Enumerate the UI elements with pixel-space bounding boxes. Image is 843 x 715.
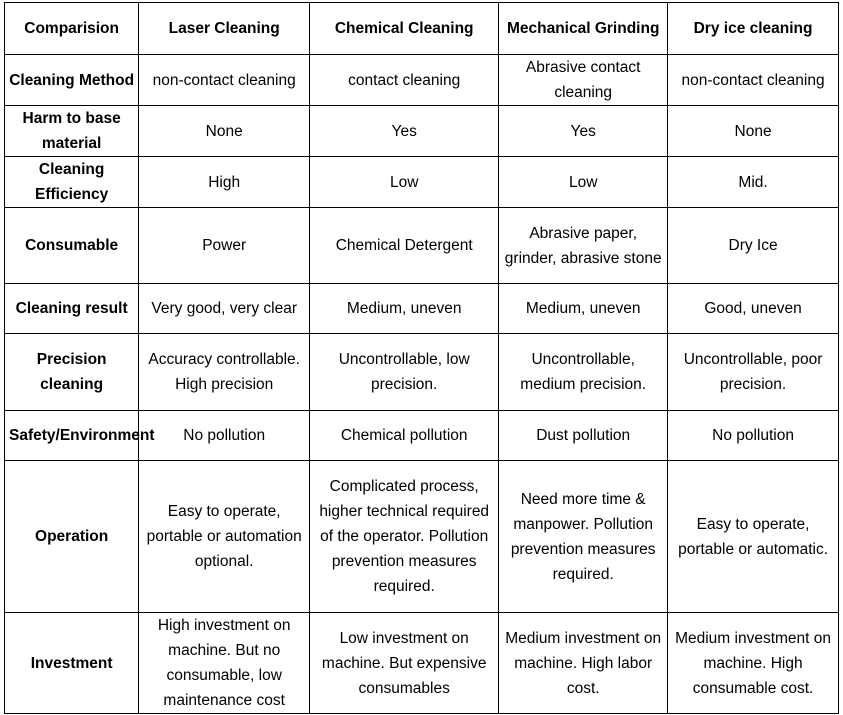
table-cell: Medium, uneven: [310, 284, 499, 334]
table-cell: Medium investment on machine. High labor cost.: [499, 613, 668, 714]
table-cell: Medium investment on machine. High consumable cost.: [668, 613, 839, 714]
comparison-table: [4, 2, 839, 714]
row-label: Precision cleaning: [5, 334, 139, 411]
table-cell: Low investment on machine. But expensive consumables: [310, 613, 499, 714]
table-cell: Uncontrollable, low precision.: [310, 334, 499, 411]
table-cell: Yes: [499, 106, 668, 157]
table-cell: Very good, very clear: [139, 284, 310, 334]
table-cell: Uncontrollable, medium precision.: [499, 334, 668, 411]
table-cell: Need more time & manpower. Pollution prevention measures required.: [499, 461, 668, 613]
table-cell: non-contact cleaning: [668, 55, 839, 106]
table-row: [5, 613, 839, 714]
table-row: [5, 55, 839, 106]
header-row: [5, 3, 839, 55]
table-cell: Dust pollution: [499, 411, 668, 461]
table-cell: Mid.: [668, 157, 839, 208]
table-cell: Uncontrollable, poor precision.: [668, 334, 839, 411]
table-row: [5, 411, 839, 461]
row-label: Consumable: [5, 208, 139, 284]
table-cell: None: [139, 106, 310, 157]
table-cell: No pollution: [139, 411, 310, 461]
row-label: Cleaning Method: [5, 55, 139, 106]
table-cell: Accuracy controllable. High precision: [139, 334, 310, 411]
header-cell-mechanical-grinding: Mechanical Grinding: [499, 3, 668, 55]
table-cell: High: [139, 157, 310, 208]
table-cell: contact cleaning: [310, 55, 499, 106]
table-cell: Easy to operate, portable or automatic.: [668, 461, 839, 613]
table-cell: Power: [139, 208, 310, 284]
row-label: Safety/Environment: [5, 411, 139, 461]
table-row: [5, 334, 839, 411]
header-cell-comparison: Comparision: [5, 3, 139, 55]
table-cell: Low: [499, 157, 668, 208]
table-cell: Complicated process, higher technical required of the operator. Pollution prevention measures required.: [310, 461, 499, 613]
table-cell: Easy to operate, portable or automation optional.: [139, 461, 310, 613]
row-label: Operation: [5, 461, 139, 613]
table-cell: Abrasive contact cleaning: [499, 55, 668, 106]
row-label: Cleaning result: [5, 284, 139, 334]
table-cell: Chemical Detergent: [310, 208, 499, 284]
header-cell-laser-cleaning: Laser Cleaning: [139, 3, 310, 55]
table-row: [5, 284, 839, 334]
header-cell-dry-ice-cleaning: Dry ice cleaning: [668, 3, 839, 55]
table-row: [5, 208, 839, 284]
row-label: Cleaning Efficiency: [5, 157, 139, 208]
row-label: Harm to base material: [5, 106, 139, 157]
table-cell: High investment on machine. But no consumable, low maintenance cost: [139, 613, 310, 714]
table-cell: Low: [310, 157, 499, 208]
table-cell: Chemical pollution: [310, 411, 499, 461]
header-cell-chemical-cleaning: Chemical Cleaning: [310, 3, 499, 55]
table-row: [5, 157, 839, 208]
row-label: Investment: [5, 613, 139, 714]
table-cell: Good, uneven: [668, 284, 839, 334]
table-row: [5, 106, 839, 157]
table-cell: Yes: [310, 106, 499, 157]
table-cell: non-contact cleaning: [139, 55, 310, 106]
table-cell: No pollution: [668, 411, 839, 461]
table-cell: Abrasive paper, grinder, abrasive stone: [499, 208, 668, 284]
table-cell: None: [668, 106, 839, 157]
table-cell: Dry Ice: [668, 208, 839, 284]
table-cell: Medium, uneven: [499, 284, 668, 334]
table-row: [5, 461, 839, 613]
